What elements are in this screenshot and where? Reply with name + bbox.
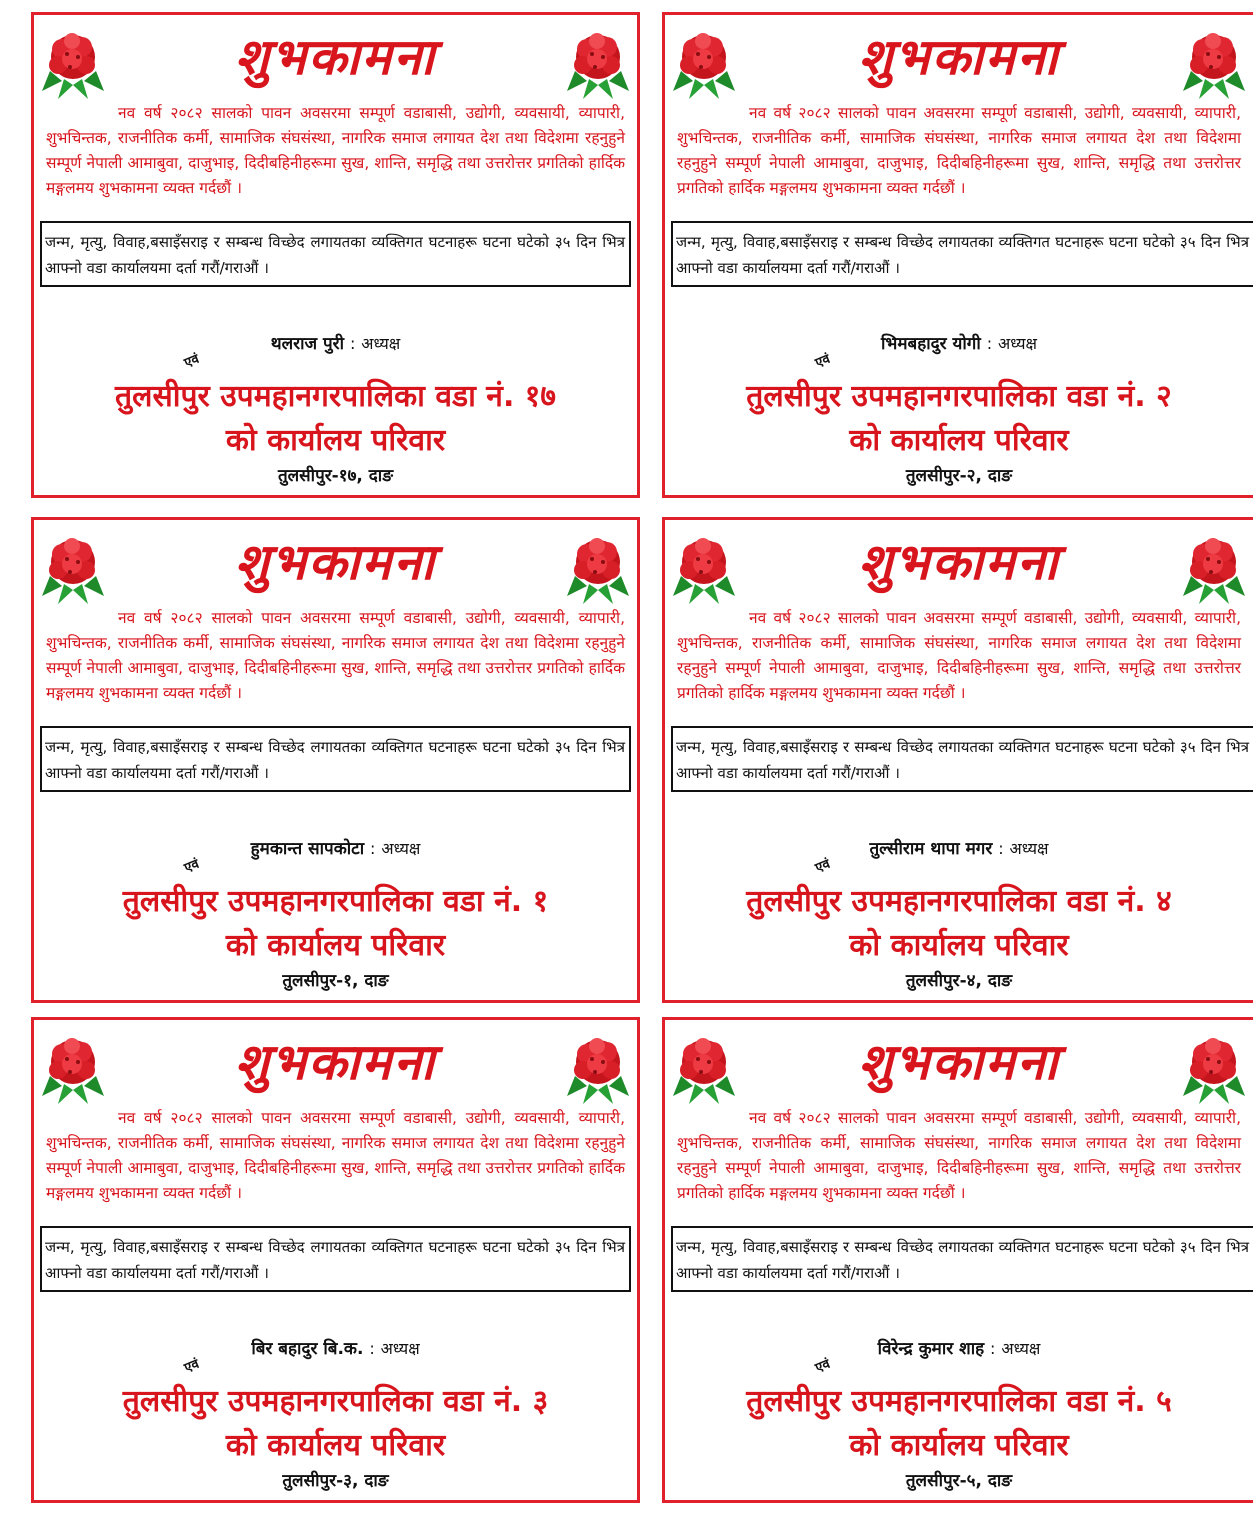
office-address: तुलसीपुर-५, दाङ <box>905 1471 1013 1491</box>
office-name: तुलसीपुर उपमहानगरपालिका वडा नं. ३ को कार्यालय परिवार <box>122 1384 549 1463</box>
chairperson-role: अध्यक्ष <box>998 334 1038 353</box>
office-name: तुलसीपुर उपमहानगरपालिका वडा नं. १ को कार्यालय परिवार <box>122 884 549 963</box>
office-address: तुलसीपुर-२, दाङ <box>905 466 1013 486</box>
greeting-text: नव वर्ष २०८२ सालको पावन अवसरमा सम्पूर्ण वडाबासी, उद्योगी, व्यवसायी, व्यापारी, शुभचिन्तक, राजनीतिक कर्मी, सामाजिक संघसंस्था, नागरिक समाज लगायत देश तथा विदेशमा रहनुहुने सम्पूर्ण नेपाली आमाबुवा, दाजुभाइ, दिदीबहिनीहरूमा सुख, शान्ति, समृद्धि तथा उत्तरोत्तर प्रगतिको हार्दिक मङ्गलमय शुभकामना व्यक्त गर्दछौं । <box>46 104 625 197</box>
chairperson-line: हुमकान्त सापकोटा : अध्यक्ष <box>250 839 421 859</box>
card-title: शुभकामना <box>858 27 1060 86</box>
chairperson-name: तुल्सीराम थापा मगर <box>869 839 993 859</box>
evam-mark: एवं <box>813 1356 833 1377</box>
office-address: तुलसीपुर-४, दाङ <box>905 971 1013 991</box>
chairperson-role: अध्यक्ष <box>1001 1339 1041 1358</box>
chairperson-role: अध्यक्ष <box>380 1339 420 1358</box>
chairperson-role: अध्यक्ष <box>1009 839 1049 858</box>
card-title: शुभकामना <box>234 1032 437 1091</box>
chairperson-name: बिर बहादुर बि.क. <box>251 1339 364 1359</box>
registration-notice: जन्म, मृत्यु, विवाह,बसाइँसराइ र सम्बन्ध विच्छेद लगायतका व्यक्तिगत घटनाहरू घटना घटेको ३५ दिन भित्र आफ्नो वडा कार्यालयमा दर्ता गरौं/गराऔं । <box>40 1226 631 1292</box>
office-name: तुलसीपुर उपमहानगरपालिका वडा नं. २ को कार्यालय परिवार <box>746 379 1172 458</box>
chairperson-name: हुमकान्त सापकोटा <box>250 839 365 859</box>
chairperson-line: थलराज पुरी : अध्यक्ष <box>270 334 401 354</box>
chairperson-name: विरेन्द्र कुमार शाह <box>877 1339 985 1359</box>
greeting-text: नव वर्ष २०८२ सालको पावन अवसरमा सम्पूर्ण वडाबासी, उद्योगी, व्यवसायी, व्यापारी, शुभचिन्तक, राजनीतिक कर्मी, सामाजिक संघसंस्था, नागरिक समाज लगायत देश तथा विदेशमा रहनुहुने सम्पूर्ण नेपाली आमाबुवा, दाजुभाइ, दिदीबहिनीहरूमा सुख, शान्ति, समृद्धि तथा उत्तरोत्तर प्रगतिको हार्दिक मङ्गलमय शुभकामना व्यक्त गर्दछौं । <box>46 609 625 702</box>
chairperson-name: थलराज पुरी <box>270 334 345 354</box>
greeting-text: नव वर्ष २०८२ सालको पावन अवसरमा सम्पूर्ण वडाबासी, उद्योगी, व्यवसायी, व्यापारी, शुभचिन्तक, राजनीतिक कर्मी, सामाजिक संघसंस्था, नागरिक समाज लगायत देश तथा विदेशमा रहनुहुने सम्पूर्ण नेपाली आमाबुवा, दाजुभाइ, दिदीबहिनीहरूमा सुख, शान्ति, समृद्धि तथा उत्तरोत्तर प्रगतिको हार्दिक मङ्गलमय शुभकामना व्यक्त गर्दछौं । <box>677 609 1241 702</box>
registration-notice: जन्म, मृत्यु, विवाह,बसाइँसराइ र सम्बन्ध विच्छेद लगायतका व्यक्तिगत घटनाहरू घटना घटेको ३५ दिन भित्र आफ्नो वडा कार्यालयमा दर्ता गरौं/गराऔं । <box>671 1226 1253 1292</box>
office-address: तुलसीपुर-१७, दाङ <box>277 466 394 486</box>
office-address: तुलसीपुर-३, दाङ <box>282 1471 389 1491</box>
evam-mark: एवं <box>182 351 202 372</box>
evam-mark: एवं <box>182 1356 202 1377</box>
chairperson-line: बिर बहादुर बि.क. : अध्यक्ष <box>251 1339 420 1359</box>
chairperson-line: विरेन्द्र कुमार शाह : अध्यक्ष <box>877 1339 1041 1359</box>
office-name: तुलसीपुर उपमहानगरपालिका वडा नं. १७ को कार्यालय परिवार <box>115 379 556 458</box>
greeting-card <box>31 1017 640 1503</box>
registration-notice: जन्म, मृत्यु, विवाह,बसाइँसराइ र सम्बन्ध विच्छेद लगायतका व्यक्तिगत घटनाहरू घटना घटेको ३५ दिन भित्र आफ्नो वडा कार्यालयमा दर्ता गरौं/गराऔं । <box>671 221 1253 287</box>
evam-mark: एवं <box>813 856 833 877</box>
chairperson-name: भिमबहादुर योगी <box>880 334 981 354</box>
chairperson-line: भिमबहादुर योगी : अध्यक्ष <box>880 334 1038 354</box>
office-name: तुलसीपुर उपमहानगरपालिका वडा नं. ४ को कार्यालय परिवार <box>746 884 1172 963</box>
card-title: शुभकामना <box>858 532 1060 591</box>
greeting-card <box>31 12 640 498</box>
evam-mark: एवं <box>813 351 833 372</box>
greeting-card <box>31 517 640 1003</box>
registration-notice: जन्म, मृत्यु, विवाह,बसाइँसराइ र सम्बन्ध विच्छेद लगायतका व्यक्तिगत घटनाहरू घटना घटेको ३५ दिन भित्र आफ्नो वडा कार्यालयमा दर्ता गरौं/गराऔं । <box>40 221 631 287</box>
greeting-text: नव वर्ष २०८२ सालको पावन अवसरमा सम्पूर्ण वडाबासी, उद्योगी, व्यवसायी, व्यापारी, शुभचिन्तक, राजनीतिक कर्मी, सामाजिक संघसंस्था, नागरिक समाज लगायत देश तथा विदेशमा रहनुहुने सम्पूर्ण नेपाली आमाबुवा, दाजुभाइ, दिदीबहिनीहरूमा सुख, शान्ति, समृद्धि तथा उत्तरोत्तर प्रगतिको हार्दिक मङ्गलमय शुभकामना व्यक्त गर्दछौं । <box>677 104 1241 197</box>
greeting-text: नव वर्ष २०८२ सालको पावन अवसरमा सम्पूर्ण वडाबासी, उद्योगी, व्यवसायी, व्यापारी, शुभचिन्तक, राजनीतिक कर्मी, सामाजिक संघसंस्था, नागरिक समाज लगायत देश तथा विदेशमा रहनुहुने सम्पूर्ण नेपाली आमाबुवा, दाजुभाइ, दिदीबहिनीहरूमा सुख, शान्ति, समृद्धि तथा उत्तरोत्तर प्रगतिको हार्दिक मङ्गलमय शुभकामना व्यक्त गर्दछौं । <box>677 1109 1241 1202</box>
registration-notice: जन्म, मृत्यु, विवाह,बसाइँसराइ र सम्बन्ध विच्छेद लगायतका व्यक्तिगत घटनाहरू घटना घटेको ३५ दिन भित्र आफ्नो वडा कार्यालयमा दर्ता गरौं/गराऔं । <box>671 726 1253 792</box>
office-address: तुलसीपुर-१, दाङ <box>282 971 389 991</box>
card-title: शुभकामना <box>234 532 437 591</box>
chairperson-role: अध्यक्ष <box>361 334 401 353</box>
chairperson-role: अध्यक्ष <box>381 839 421 858</box>
office-name: तुलसीपुर उपमहानगरपालिका वडा नं. ५ को कार्यालय परिवार <box>746 1384 1172 1463</box>
greeting-text: नव वर्ष २०८२ सालको पावन अवसरमा सम्पूर्ण वडाबासी, उद्योगी, व्यवसायी, व्यापारी, शुभचिन्तक, राजनीतिक कर्मी, सामाजिक संघसंस्था, नागरिक समाज लगायत देश तथा विदेशमा रहनुहुने सम्पूर्ण नेपाली आमाबुवा, दाजुभाइ, दिदीबहिनीहरूमा सुख, शान्ति, समृद्धि तथा उत्तरोत्तर प्रगतिको हार्दिक मङ्गलमय शुभकामना व्यक्त गर्दछौं । <box>46 1109 625 1202</box>
evam-mark: एवं <box>182 856 202 877</box>
greeting-card <box>662 12 1253 498</box>
chairperson-line: तुल्सीराम थापा मगर : अध्यक्ष <box>869 839 1049 859</box>
card-title: शुभकामना <box>858 1032 1060 1091</box>
greeting-card <box>662 1017 1253 1503</box>
registration-notice: जन्म, मृत्यु, विवाह,बसाइँसराइ र सम्बन्ध विच्छेद लगायतका व्यक्तिगत घटनाहरू घटना घटेको ३५ दिन भित्र आफ्नो वडा कार्यालयमा दर्ता गरौं/गराऔं । <box>40 726 631 792</box>
greeting-card <box>662 517 1253 1003</box>
card-title: शुभकामना <box>234 27 437 86</box>
